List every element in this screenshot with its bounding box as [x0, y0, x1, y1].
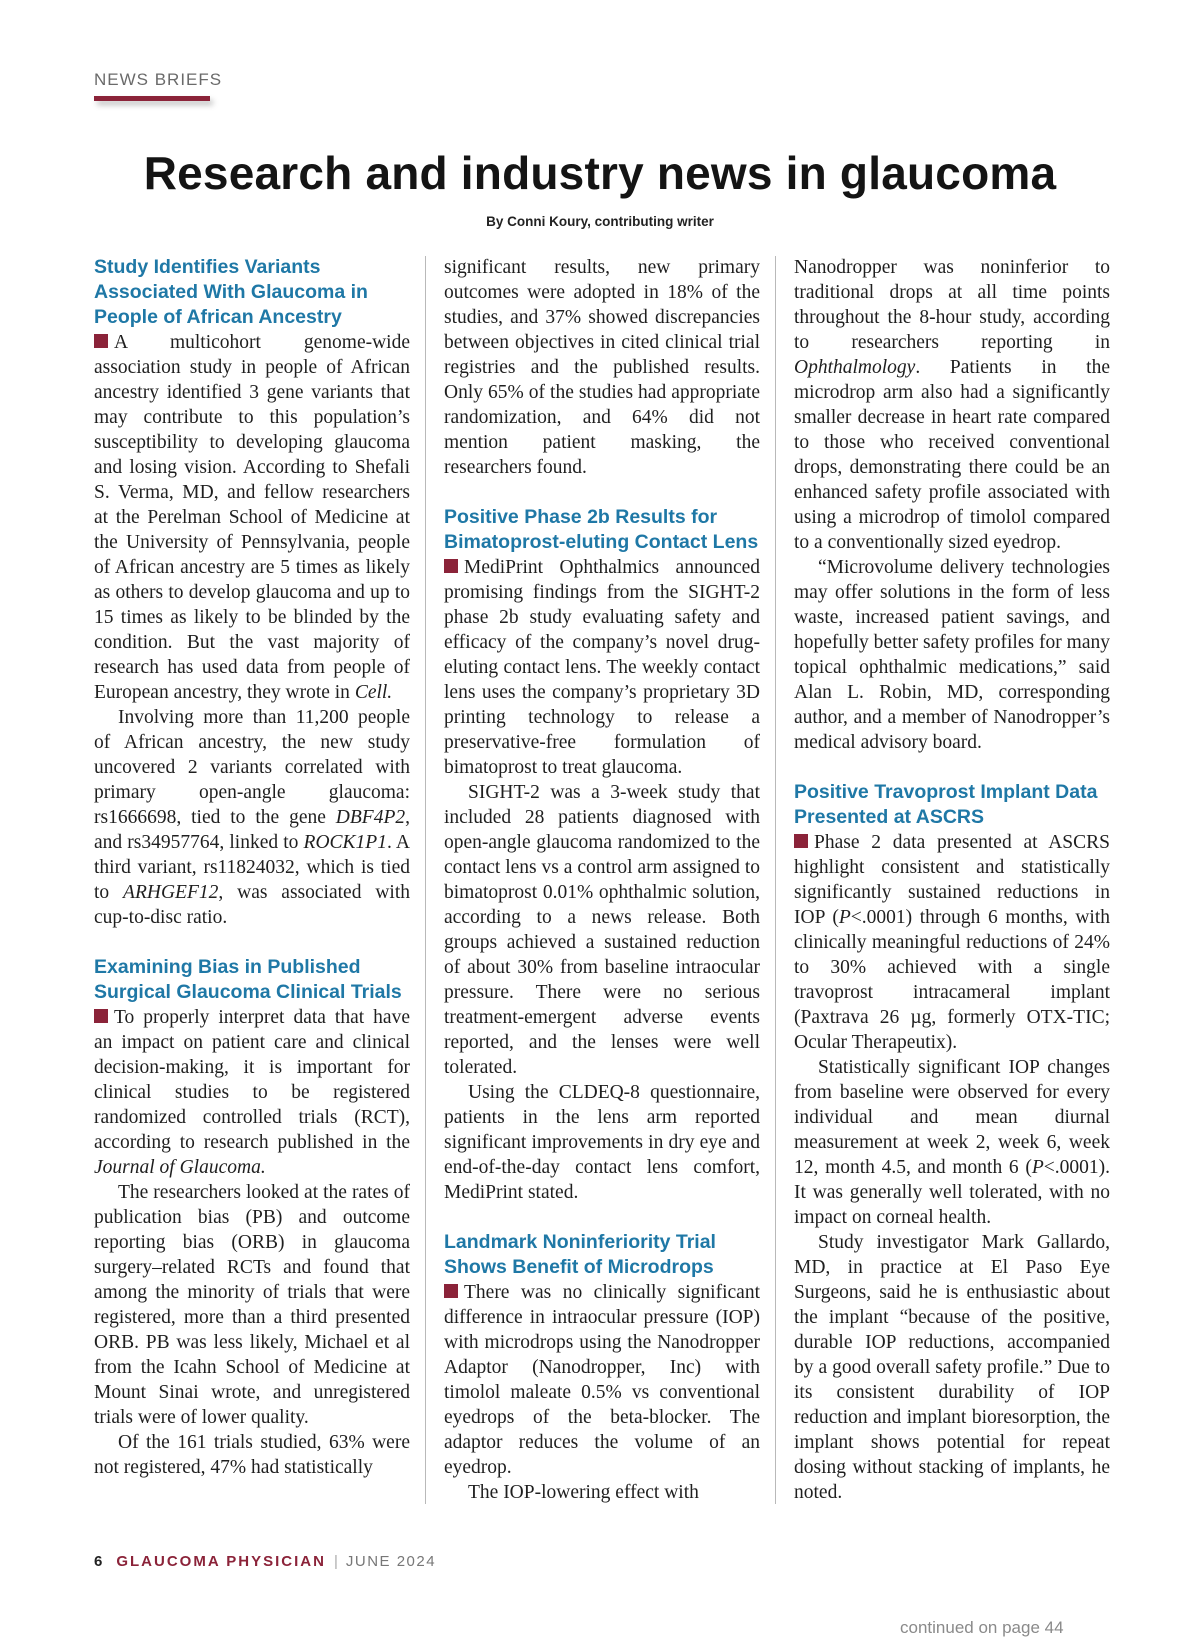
article-heading-variants: Study Identifies Variants Associated With Glaucoma in People of African Ancestry	[94, 256, 368, 328]
article-paragraph: Involving more than 11,200 people of African ancestry, the new study uncovered 2 variants correlated with primary open-angle glaucoma: rs1666698, tied to the gene DBF4P2, and rs34957764, linked to ROCK1P1. A third variant, rs11824032, which is tied to ARHGEF12, was associated with cup-to-disc ratio.	[94, 707, 410, 928]
bullet-square-icon	[444, 559, 458, 573]
footer-separator: |	[333, 1553, 338, 1570]
magazine-name: GLAUCOMA PHYSICIAN	[116, 1553, 326, 1570]
article-paragraph: SIGHT-2 was a 3-week study that included 28 patients diagnosed with open-angle glaucoma randomized to the contact lens vs a control arm assigned to bimatoprost 0.01% ophthalmic solution, according to a news release. Both groups achieved a sustained reduction of about 30% from baseline intraocular pressure. There were no serious treatment-emergent adverse events reported, and the lenses were well tolerated.	[444, 782, 760, 1078]
journal-name: Journal of Glaucoma.	[94, 1157, 266, 1178]
article-heading-microdrops: Landmark Noninferiority Trial Shows Benefit of Microdrops	[444, 1231, 716, 1278]
continued-link[interactable]: continued on page 44	[900, 1618, 1064, 1637]
article-paragraph: Using the CLDEQ-8 questionnaire, patients in the lens arm reported significant improvements in dry eye and end-of-the-day contact lens comfort, MediPrint stated.	[444, 1082, 760, 1203]
article-paragraph: significant results, new primary outcomes were adopted in 18% of the studies, and 37% showed discrepancies between objectives in cited clinical trial registries and the published results. Only 65% of the studies had appropriate randomization, and 64% did not mention patient masking, the researchers found.	[444, 257, 760, 478]
article-heading-bias: Examining Bias in Published Surgical Glaucoma Clinical Trials	[94, 956, 402, 1003]
column-divider	[775, 256, 776, 1504]
article-paragraph: Study investigator Mark Gallardo, MD, in practice at El Paso Eye Surgeons, said he is enthusiastic about the implant “because of the positive, durable IOP reductions, accompanied by a good overall safety profile.” Due to its consistent durability of IOP reduction and implant bioresorption, the implant shows potential for repeat dosing without stacking of implants, he noted.	[794, 1232, 1110, 1503]
article-paragraph: Phase 2 data presented at ASCRS highlight consistent and statistically significantly sustained reductions in IOP (P<.0001) through 6 months, with clinically meaningful reductions of 24% to 30% achieved with a single travoprost intracameral implant (Paxtrava 26 µg, formerly OTX-TIC; Ocular Therapeutix).	[794, 832, 1110, 1053]
article-paragraph: Statistically significant IOP changes from baseline were observed for every individual and mean diurnal measurement at week 2, week 6, week 12, month 4.5, and month 6 (P<.0001). It was generally well tolerated, with no impact on corneal health.	[794, 1057, 1110, 1228]
section-label: NEWS BRIEFS	[94, 70, 223, 89]
bullet-square-icon	[794, 834, 808, 848]
column-3	[794, 255, 1110, 1505]
bullet-square-icon	[94, 334, 108, 348]
article-heading-travoprost: Positive Travoprost Implant Data Presented at ASCRS	[794, 781, 1098, 828]
article-paragraph: The IOP-lowering effect with	[468, 1482, 699, 1503]
bullet-square-icon	[94, 1009, 108, 1023]
article-paragraph: Of the 161 trials studied, 63% were not registered, 47% had statistically	[94, 1432, 410, 1478]
article-paragraph: There was no clinically significant difference in intraocular pressure (IOP) with microdrops using the Nanodropper Adaptor (Nanodropper, Inc) with timolol maleate 0.5% vs conventional eyedrops of the beta-blocker. The adaptor reduces the volume of an eyedrop.	[444, 1282, 760, 1478]
issue-date: JUNE 2024	[345, 1553, 437, 1570]
article-paragraph: MediPrint Ophthalmics announced promising findings from the SIGHT-2 phase 2b study evaluating safety and efficacy of the company’s novel drug-eluting contact lens. The weekly contact lens uses the company’s proprietary 3D printing technology to release a preservative-free formulation of bimatoprost to treat glaucoma.	[444, 557, 760, 778]
column-1	[94, 255, 410, 1480]
article-paragraph: A multicohort genome-wide association study in people of African ancestry identified 3 gene variants that may contribute to this population’s susceptibility to developing glaucoma and losing vision. According to Shefali S. Verma, MD, and fellow researchers at the Perelman School of Medicine at the University of Pennsylvania, people of African ancestry are 5 times as likely as others to develop glaucoma and up to 15 times as likely to be blinded by the condition. But the vast majority of research has used data from people of European ancestry, they wrote in Cell.	[94, 332, 410, 703]
article-paragraph: To properly interpret data that have an impact on patient care and clinical decision-making, it is important for clinical studies to be registered randomized controlled trials (RCT), according to research published in the Journal of Glaucoma.	[94, 1007, 410, 1178]
article-paragraph: Nanodropper was noninferior to traditional drops at all time points throughout the 8-hour study, according to researchers reporting in Ophthalmology. Patients in the microdrop arm also had a significantly smaller decrease in heart rate compared to those who received conventional drops, demonstrating there could be an enhanced safety profile associated with using a microdrop of timolol compared to a conventionally sized eyedrop.	[794, 257, 1110, 553]
column-divider	[425, 256, 426, 1504]
page-title: Research and industry news in glaucoma	[143, 147, 1057, 199]
article-paragraph: The researchers looked at the rates of publication bias (PB) and outcome reporting bias (ORB) in glaucoma surgery–related RCTs and found that among the minority of trials that were registered, more than a third presented ORB. PB was less likely, Michael et al from the Icahn School of Medicine at Mount Sinai wrote, and unregistered trials were of lower quality.	[94, 1182, 410, 1428]
section-rule	[94, 96, 210, 101]
column-2	[444, 255, 760, 1505]
journal-name: Ophthalmology	[794, 357, 916, 378]
article-paragraph: “Microvolume delivery technologies may offer solutions in the form of less waste, increased patient savings, and hopefully better safety profiles for many topical ophthalmic medications,” said Alan L. Robin, MD, corresponding author, and a member of Nanodropper’s medical advisory board.	[794, 557, 1110, 753]
page-number: 6	[94, 1553, 103, 1570]
bullet-square-icon	[444, 1284, 458, 1298]
journal-name: Cell.	[354, 682, 393, 703]
byline: By Conni Koury, contributing writer	[486, 214, 714, 229]
article-heading-contact-lens: Positive Phase 2b Results for Bimatoprost-eluting Contact Lens	[444, 506, 759, 553]
page-footer	[94, 1553, 436, 1570]
